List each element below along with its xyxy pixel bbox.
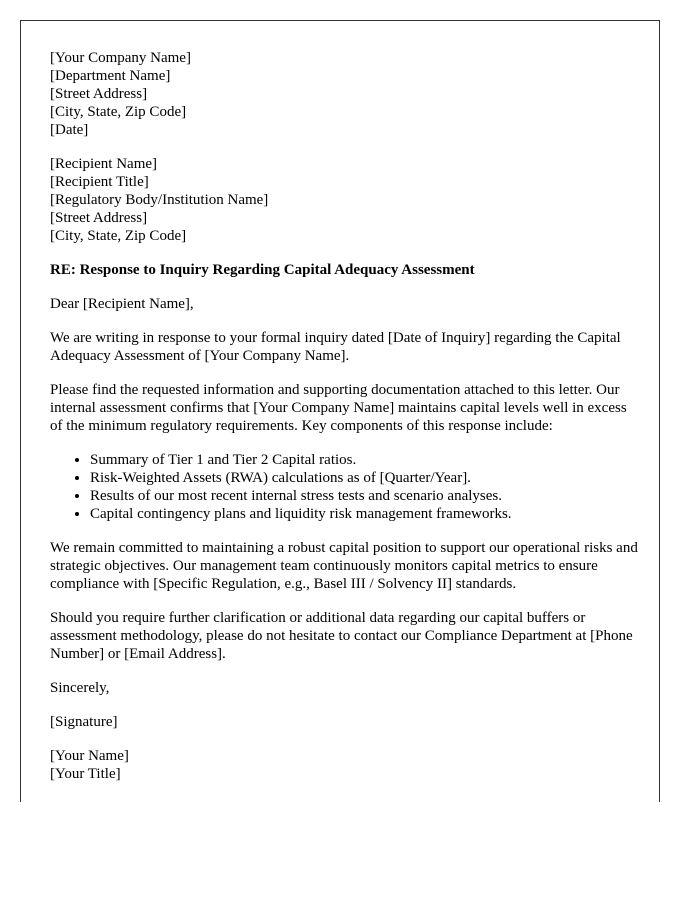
signer-block bbox=[50, 747, 640, 783]
closing: Sincerely, bbox=[50, 680, 110, 696]
salutation: Dear [Recipient Name], bbox=[50, 296, 194, 312]
signature: [Signature] bbox=[50, 714, 118, 730]
contact-paragraph: Should you require further clarification or additional data regarding our capital buffers or assessment methodology, please do not hesitate to contact our Compliance Department at [Phone Number] or [Email Address]. bbox=[50, 610, 633, 662]
sender-department: [Department Name] bbox=[50, 68, 171, 84]
recipient-city-state-zip: [City, State, Zip Code] bbox=[50, 228, 187, 244]
sender-street: [Street Address] bbox=[50, 86, 148, 102]
list-item: • Risk-Weighted Assets (RWA) calculations as of [Quarter/Year]. bbox=[90, 469, 640, 487]
sender-city-state-zip: [City, State, Zip Code] bbox=[50, 104, 187, 120]
letter-content bbox=[50, 49, 640, 799]
recipient-title: [Recipient Title] bbox=[50, 174, 149, 190]
components-list bbox=[50, 451, 640, 523]
recipient-street: [Street Address] bbox=[50, 210, 148, 226]
commitment-paragraph: We remain committed to maintaining a robust capital position to support our operational risks and strategic objectives. Our management team continuously monitors capital metrics to ensure compliance with [Specific Regulation, e.g., Basel III / Solvency II] standards. bbox=[50, 540, 638, 592]
list-item: • Summary of Tier 1 and Tier 2 Capital ratios. bbox=[90, 451, 640, 469]
letter-page bbox=[20, 20, 660, 802]
sender-address bbox=[50, 49, 640, 139]
subject-line: RE: Response to Inquiry Regarding Capital Adequacy Assessment bbox=[50, 262, 475, 278]
recipient-name: [Recipient Name] bbox=[50, 156, 158, 172]
letter-date: [Date] bbox=[50, 122, 89, 138]
signer-title: [Your Title] bbox=[50, 766, 121, 782]
sender-company: [Your Company Name] bbox=[50, 50, 191, 66]
recipient-address bbox=[50, 155, 640, 245]
recipient-institution: [Regulatory Body/Institution Name] bbox=[50, 192, 269, 208]
intro-paragraph: We are writing in response to your formal inquiry dated [Date of Inquiry] regarding the Capital Adequacy Assessment of [Your Company Name]. bbox=[50, 330, 621, 364]
findings-paragraph: Please find the requested information and supporting documentation attached to this letter. Our internal assessment confirms that [Your Company Name] maintains capital levels well in excess of the minimum regulatory requirements. Key components of this response include: bbox=[50, 382, 627, 434]
list-item: • Results of our most recent internal stress tests and scenario analyses. bbox=[90, 487, 640, 505]
list-item: • Capital contingency plans and liquidity risk management frameworks. bbox=[90, 505, 640, 523]
signer-name: [Your Name] bbox=[50, 748, 129, 764]
